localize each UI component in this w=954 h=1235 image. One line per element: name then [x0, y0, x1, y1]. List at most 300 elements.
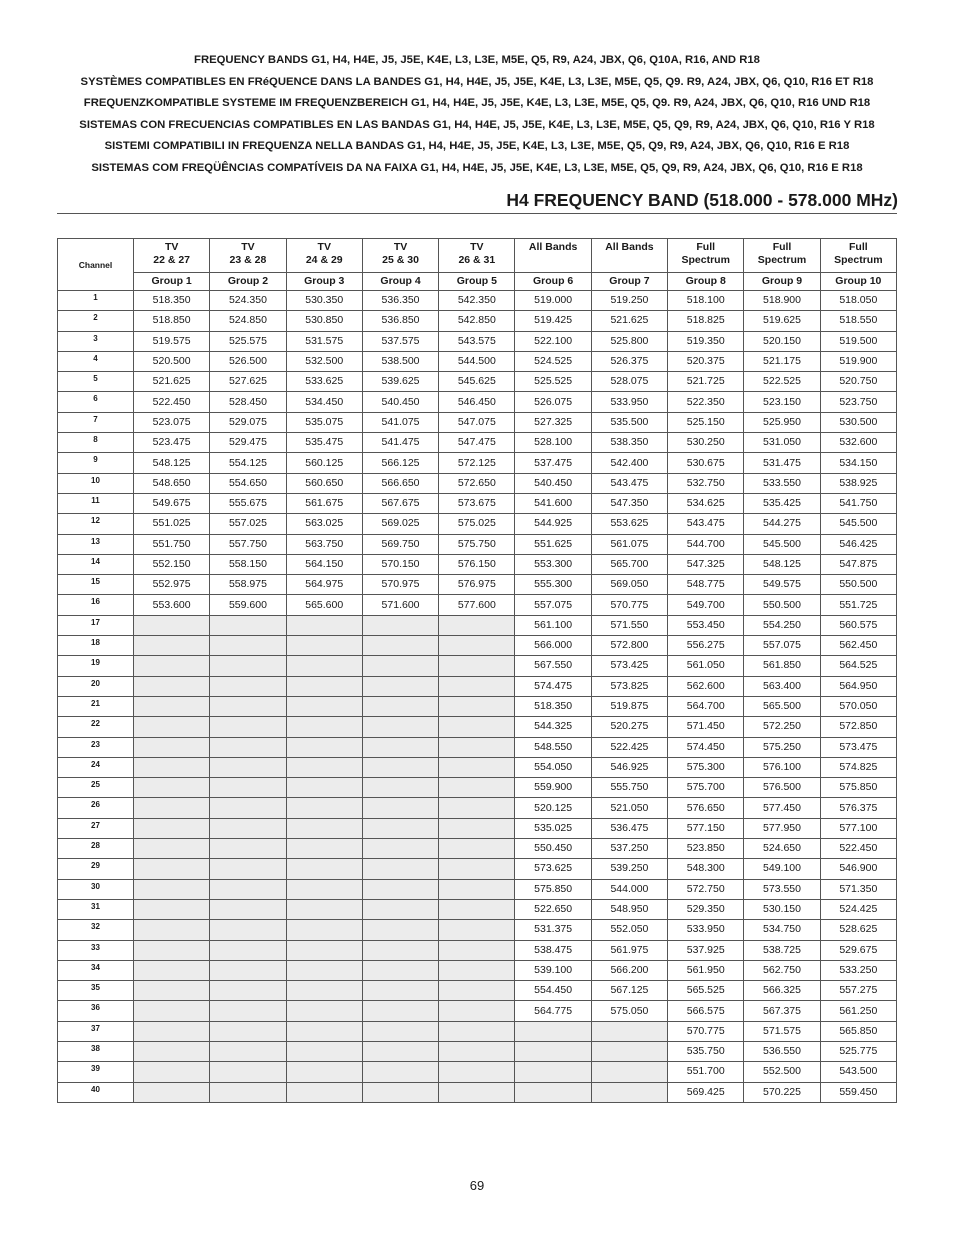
empty-cell	[286, 757, 362, 777]
frequency-cell: 546.925	[591, 757, 667, 777]
frequency-cell: 557.750	[210, 534, 286, 554]
header-line-de: FREQUENZKOMPATIBLE SYSTEME IM FREQUENZBEREICH G1, H4, H4E, J5, J5E, K4E, L3, L3E, M5E, Q5, Q9. R9, A24, JBX, Q6, Q10, R16 UND R18	[83, 97, 871, 109]
table-row	[58, 575, 897, 595]
frequency-cell: 544.325	[515, 717, 591, 737]
empty-cell	[134, 798, 210, 818]
frequency-cell: 525.575	[210, 331, 286, 351]
table-row	[58, 879, 897, 899]
frequency-cell: 566.575	[668, 1001, 744, 1021]
frequency-cell: 559.600	[210, 595, 286, 615]
frequency-cell: 553.450	[668, 615, 744, 635]
frequency-cell: 566.125	[362, 453, 438, 473]
band-header-line1: All Bands	[605, 241, 654, 253]
table-row	[58, 818, 897, 838]
group-column-header: Group 1	[134, 273, 210, 291]
group-column-header: Group 9	[744, 273, 820, 291]
frequency-cell: 554.125	[210, 453, 286, 473]
frequency-cell: 548.775	[668, 575, 744, 595]
table-row	[58, 717, 897, 737]
frequency-cell: 547.875	[820, 554, 896, 574]
table-row	[58, 636, 897, 656]
table-row	[58, 493, 897, 513]
frequency-cell: 535.750	[668, 1041, 744, 1061]
empty-cell	[210, 656, 286, 676]
frequency-cell: 536.350	[362, 291, 438, 311]
channel-number-cell: 22	[58, 717, 134, 737]
table-row	[58, 696, 897, 716]
frequency-cell: 523.750	[820, 392, 896, 412]
frequency-cell: 530.500	[820, 412, 896, 432]
channel-number-cell: 19	[58, 656, 134, 676]
band-header-line1: Full	[772, 241, 792, 253]
table-row	[58, 778, 897, 798]
empty-cell	[134, 1082, 210, 1102]
header-line-fr: SYSTÈMES COMPATIBLES EN FRéQUENCE DANS LA BANDES G1, H4, H4E, J5, J5E, K4E, L3, L3E, M5E, Q5, Q9. R9, A24, JBX, Q6, Q10, R16 ET R18	[80, 75, 874, 88]
frequency-cell: 563.750	[286, 534, 362, 554]
page-title: H4 FREQUENCY BAND (518.000 - 578.000 MHz)	[506, 190, 898, 210]
frequency-cell: 524.850	[210, 311, 286, 331]
frequency-cell: 570.150	[362, 554, 438, 574]
channel-number-cell: 40	[58, 1082, 134, 1102]
frequency-cell: 562.600	[668, 676, 744, 696]
frequency-cell: 564.150	[286, 554, 362, 574]
frequency-cell: 532.500	[286, 351, 362, 371]
frequency-cell: 572.125	[439, 453, 515, 473]
frequency-cell: 520.150	[744, 331, 820, 351]
empty-cell	[286, 656, 362, 676]
empty-cell	[210, 879, 286, 899]
empty-cell	[134, 981, 210, 1001]
empty-cell	[210, 1082, 286, 1102]
frequency-cell: 534.625	[668, 493, 744, 513]
empty-cell	[210, 696, 286, 716]
channel-number-cell: 5	[58, 372, 134, 392]
channel-number-cell: 27	[58, 818, 134, 838]
table-row	[58, 839, 897, 859]
header-line-es: SISTEMAS CON FRECUENCIAS COMPATIBLES EN LAS BANDAS G1, H4, H4E, J5, J5E, K4E, L3, L3E, M5E, Q5, Q9, R9, A24, JBX, Q6, Q10, R16 Y R18	[79, 118, 875, 131]
frequency-cell: 557.025	[210, 514, 286, 534]
empty-cell	[134, 636, 210, 656]
empty-cell	[210, 778, 286, 798]
table-head	[58, 239, 897, 291]
empty-cell	[362, 818, 438, 838]
table-row	[58, 433, 897, 453]
frequency-cell: 532.750	[668, 473, 744, 493]
frequency-cell: 569.025	[362, 514, 438, 534]
frequency-cell: 564.950	[820, 676, 896, 696]
frequency-cell: 547.350	[591, 493, 667, 513]
channel-number-cell: 39	[58, 1062, 134, 1082]
empty-cell	[210, 960, 286, 980]
frequency-cell: 528.625	[820, 920, 896, 940]
empty-cell	[210, 1001, 286, 1021]
channel-number-cell: 28	[58, 839, 134, 859]
frequency-cell: 549.700	[668, 595, 744, 615]
empty-cell	[362, 696, 438, 716]
empty-cell	[210, 899, 286, 919]
frequency-cell: 570.775	[668, 1021, 744, 1041]
channel-number-cell: 16	[58, 595, 134, 615]
channel-number-cell: 13	[58, 534, 134, 554]
frequency-cell: 524.525	[515, 351, 591, 371]
frequency-cell: 519.575	[134, 331, 210, 351]
table-row	[58, 1082, 897, 1102]
frequency-cell: 574.450	[668, 737, 744, 757]
empty-cell	[362, 981, 438, 1001]
frequency-cell: 558.150	[210, 554, 286, 574]
frequency-cell: 540.450	[362, 392, 438, 412]
empty-cell	[210, 981, 286, 1001]
frequency-cell: 553.300	[515, 554, 591, 574]
empty-cell	[210, 636, 286, 656]
empty-cell	[362, 737, 438, 757]
frequency-cell: 518.850	[134, 311, 210, 331]
empty-cell	[210, 737, 286, 757]
empty-cell	[210, 940, 286, 960]
band-header-line2: 25 & 30	[382, 254, 419, 266]
frequency-cell: 548.950	[591, 899, 667, 919]
channel-number-cell: 9	[58, 453, 134, 473]
empty-cell	[134, 676, 210, 696]
channel-number-cell: 15	[58, 575, 134, 595]
empty-cell	[134, 1041, 210, 1061]
frequency-cell: 560.575	[820, 615, 896, 635]
frequency-cell: 523.475	[134, 433, 210, 453]
empty-cell	[286, 818, 362, 838]
empty-cell	[362, 1021, 438, 1041]
empty-cell	[210, 859, 286, 879]
empty-cell	[362, 676, 438, 696]
frequency-cell: 544.700	[668, 534, 744, 554]
header-line-it: SISTEMI COMPATIBILI IN FREQUENZA NELLA BANDAS G1, H4, H4E, J5, J5E, K4E, L3, L3E, M5E, Q5, Q9, R9, A24, JBX, Q6, Q10, R16 E R18	[104, 140, 850, 152]
frequency-cell: 525.775	[820, 1041, 896, 1061]
empty-cell	[362, 757, 438, 777]
frequency-cell: 558.975	[210, 575, 286, 595]
frequency-cell: 533.625	[286, 372, 362, 392]
empty-cell	[210, 1041, 286, 1061]
empty-cell	[210, 798, 286, 818]
frequency-cell: 543.475	[591, 473, 667, 493]
empty-cell	[134, 1001, 210, 1021]
table-row	[58, 656, 897, 676]
empty-cell	[362, 778, 438, 798]
frequency-cell: 550.450	[515, 839, 591, 859]
frequency-cell: 564.700	[668, 696, 744, 716]
empty-cell	[439, 778, 515, 798]
empty-cell	[515, 1021, 591, 1041]
frequency-cell: 564.775	[515, 1001, 591, 1021]
empty-cell	[439, 839, 515, 859]
empty-cell	[439, 981, 515, 1001]
frequency-cell: 565.850	[820, 1021, 896, 1041]
empty-cell	[439, 757, 515, 777]
frequency-cell: 534.450	[286, 392, 362, 412]
frequency-cell: 577.150	[668, 818, 744, 838]
header-row-bands	[58, 239, 897, 273]
empty-cell	[286, 615, 362, 635]
frequency-cell: 575.850	[515, 879, 591, 899]
frequency-cell: 561.975	[591, 940, 667, 960]
frequency-cell: 577.100	[820, 818, 896, 838]
frequency-cell: 528.450	[210, 392, 286, 412]
frequency-cell: 534.150	[820, 453, 896, 473]
channel-number-cell: 1	[58, 291, 134, 311]
empty-cell	[134, 920, 210, 940]
frequency-cell: 548.300	[668, 859, 744, 879]
empty-cell	[286, 1041, 362, 1061]
frequency-cell: 544.275	[744, 514, 820, 534]
frequency-cell: 573.825	[591, 676, 667, 696]
frequency-cell: 563.025	[286, 514, 362, 534]
frequency-cell: 573.425	[591, 656, 667, 676]
frequency-cell: 518.825	[668, 311, 744, 331]
frequency-cell: 542.350	[439, 291, 515, 311]
frequency-cell: 551.725	[820, 595, 896, 615]
frequency-cell: 526.075	[515, 392, 591, 412]
frequency-cell: 533.950	[591, 392, 667, 412]
frequency-cell: 564.525	[820, 656, 896, 676]
frequency-cell: 537.475	[515, 453, 591, 473]
channel-number-cell: 25	[58, 778, 134, 798]
frequency-cell: 538.350	[591, 433, 667, 453]
frequency-cell: 544.925	[515, 514, 591, 534]
frequency-cell: 570.975	[362, 575, 438, 595]
band-header-line1: All Bands	[528, 241, 578, 253]
empty-cell	[439, 1021, 515, 1041]
frequency-table	[57, 238, 897, 1103]
frequency-cell: 533.550	[744, 473, 820, 493]
empty-cell	[134, 656, 210, 676]
frequency-cell: 553.625	[591, 514, 667, 534]
empty-cell	[210, 676, 286, 696]
empty-cell	[286, 636, 362, 656]
frequency-cell: 552.050	[591, 920, 667, 940]
frequency-cell: 561.075	[591, 534, 667, 554]
frequency-cell: 567.550	[515, 656, 591, 676]
frequency-cell: 546.425	[820, 534, 896, 554]
frequency-cell: 520.125	[515, 798, 591, 818]
frequency-cell: 538.475	[515, 940, 591, 960]
frequency-cell: 535.025	[515, 818, 591, 838]
frequency-cell: 572.250	[744, 717, 820, 737]
group-column-header: Group 3	[286, 273, 362, 291]
frequency-cell: 566.000	[515, 636, 591, 656]
empty-cell	[591, 1082, 667, 1102]
channel-number-cell: 30	[58, 879, 134, 899]
empty-cell	[286, 717, 362, 737]
frequency-cell: 519.900	[820, 351, 896, 371]
band-header-line1: TV	[393, 241, 408, 253]
empty-cell	[286, 696, 362, 716]
table-row	[58, 615, 897, 635]
frequency-cell: 535.475	[286, 433, 362, 453]
frequency-cell: 531.475	[744, 453, 820, 473]
frequency-cell: 559.900	[515, 778, 591, 798]
frequency-cell: 521.175	[744, 351, 820, 371]
empty-cell	[362, 1082, 438, 1102]
group-column-header: Group 5	[439, 273, 515, 291]
frequency-cell: 573.475	[820, 737, 896, 757]
frequency-cell: 565.600	[286, 595, 362, 615]
empty-cell	[439, 899, 515, 919]
band-header-line2: 24 & 29	[305, 254, 343, 266]
table-row	[58, 351, 897, 371]
frequency-cell: 548.550	[515, 737, 591, 757]
empty-cell	[362, 899, 438, 919]
frequency-cell: 569.050	[591, 575, 667, 595]
empty-cell	[286, 879, 362, 899]
table-row	[58, 453, 897, 473]
empty-cell	[439, 615, 515, 635]
table-row	[58, 473, 897, 493]
frequency-cell: 572.750	[668, 879, 744, 899]
frequency-cell: 518.050	[820, 291, 896, 311]
channel-number-cell: 17	[58, 615, 134, 635]
frequency-cell: 525.525	[515, 372, 591, 392]
empty-cell	[210, 839, 286, 859]
empty-cell	[286, 839, 362, 859]
frequency-cell: 519.500	[820, 331, 896, 351]
frequency-cell: 541.750	[820, 493, 896, 513]
channel-number-cell: 35	[58, 981, 134, 1001]
empty-cell	[286, 778, 362, 798]
table-row	[58, 859, 897, 879]
frequency-cell: 521.625	[134, 372, 210, 392]
frequency-cell: 544.500	[439, 351, 515, 371]
frequency-cell: 566.325	[744, 981, 820, 1001]
empty-cell	[439, 1062, 515, 1082]
empty-cell	[210, 818, 286, 838]
frequency-cell: 573.625	[515, 859, 591, 879]
frequency-cell: 541.600	[515, 493, 591, 513]
frequency-cell: 519.250	[591, 291, 667, 311]
frequency-cell: 522.525	[744, 372, 820, 392]
frequency-cell: 548.125	[134, 453, 210, 473]
frequency-cell: 551.750	[134, 534, 210, 554]
frequency-cell: 567.375	[744, 1001, 820, 1021]
channel-number-cell: 11	[58, 493, 134, 513]
frequency-cell: 530.250	[668, 433, 744, 453]
frequency-cell: 571.550	[591, 615, 667, 635]
frequency-cell: 554.250	[744, 615, 820, 635]
frequency-cell: 529.475	[210, 433, 286, 453]
band-header-line1: Full	[849, 241, 868, 253]
frequency-cell: 560.125	[286, 453, 362, 473]
frequency-cell: 539.100	[515, 960, 591, 980]
empty-cell	[515, 1062, 591, 1082]
frequency-cell: 533.950	[668, 920, 744, 940]
empty-cell	[134, 1021, 210, 1041]
frequency-cell: 554.650	[210, 473, 286, 493]
frequency-cell: 537.575	[362, 331, 438, 351]
empty-cell	[439, 636, 515, 656]
channel-number-cell: 2	[58, 311, 134, 331]
frequency-cell: 518.550	[820, 311, 896, 331]
frequency-cell: 575.025	[439, 514, 515, 534]
channel-number-cell: 10	[58, 473, 134, 493]
frequency-cell: 526.375	[591, 351, 667, 371]
empty-cell	[134, 940, 210, 960]
empty-cell	[362, 1001, 438, 1021]
table-row	[58, 291, 897, 311]
band-header-line1: Full	[696, 241, 716, 253]
channel-number-cell: 14	[58, 554, 134, 574]
empty-cell	[134, 717, 210, 737]
frequency-cell: 575.050	[591, 1001, 667, 1021]
channel-number-cell: 23	[58, 737, 134, 757]
table-row	[58, 372, 897, 392]
frequency-cell: 545.625	[439, 372, 515, 392]
frequency-cell: 576.150	[439, 554, 515, 574]
empty-cell	[439, 656, 515, 676]
frequency-cell: 571.600	[362, 595, 438, 615]
group-column-header: Group 10	[820, 273, 896, 291]
frequency-cell: 550.500	[744, 595, 820, 615]
empty-cell	[286, 1021, 362, 1041]
frequency-cell: 575.300	[668, 757, 744, 777]
empty-cell	[210, 920, 286, 940]
frequency-cell: 547.475	[439, 433, 515, 453]
frequency-cell: 518.100	[668, 291, 744, 311]
channel-number-cell: 12	[58, 514, 134, 534]
band-column-header	[591, 239, 667, 273]
band-header-line1: TV	[164, 241, 179, 253]
frequency-cell: 536.475	[591, 818, 667, 838]
channel-number-cell: 31	[58, 899, 134, 919]
frequency-cell: 552.500	[744, 1062, 820, 1082]
empty-cell	[439, 859, 515, 879]
empty-cell	[439, 879, 515, 899]
empty-cell	[591, 1041, 667, 1061]
empty-cell	[134, 757, 210, 777]
channel-number-cell: 26	[58, 798, 134, 818]
frequency-cell: 556.275	[668, 636, 744, 656]
band-column-header	[210, 239, 286, 273]
frequency-cell: 548.125	[744, 554, 820, 574]
channel-number-cell: 4	[58, 351, 134, 371]
frequency-cell: 555.675	[210, 493, 286, 513]
frequency-cell: 570.050	[820, 696, 896, 716]
frequency-cell: 573.675	[439, 493, 515, 513]
frequency-cell: 532.600	[820, 433, 896, 453]
frequency-cell: 534.750	[744, 920, 820, 940]
empty-cell	[439, 676, 515, 696]
frequency-cell: 531.575	[286, 331, 362, 351]
empty-cell	[286, 981, 362, 1001]
empty-cell	[210, 615, 286, 635]
empty-cell	[210, 1062, 286, 1082]
frequency-cell: 566.650	[362, 473, 438, 493]
frequency-cell: 546.900	[820, 859, 896, 879]
frequency-cell: 561.050	[668, 656, 744, 676]
frequency-cell: 552.150	[134, 554, 210, 574]
frequency-cell: 539.625	[362, 372, 438, 392]
empty-cell	[134, 1062, 210, 1082]
frequency-cell: 540.450	[515, 473, 591, 493]
frequency-cell: 561.100	[515, 615, 591, 635]
empty-cell	[515, 1041, 591, 1061]
empty-cell	[439, 717, 515, 737]
frequency-cell: 562.750	[744, 960, 820, 980]
table-row	[58, 412, 897, 432]
band-column-header	[744, 239, 820, 273]
frequency-cell: 565.525	[668, 981, 744, 1001]
band-header-line2: 26 & 31	[458, 254, 496, 266]
channel-number-cell: 36	[58, 1001, 134, 1021]
empty-cell	[362, 879, 438, 899]
frequency-cell: 576.975	[439, 575, 515, 595]
header-line-en: FREQUENCY BANDS G1, H4, H4E, J5, J5E, K4E, L3, L3E, M5E, Q5, R9, A24, JBX, Q6, Q10A, R16, AND R18	[194, 54, 760, 66]
